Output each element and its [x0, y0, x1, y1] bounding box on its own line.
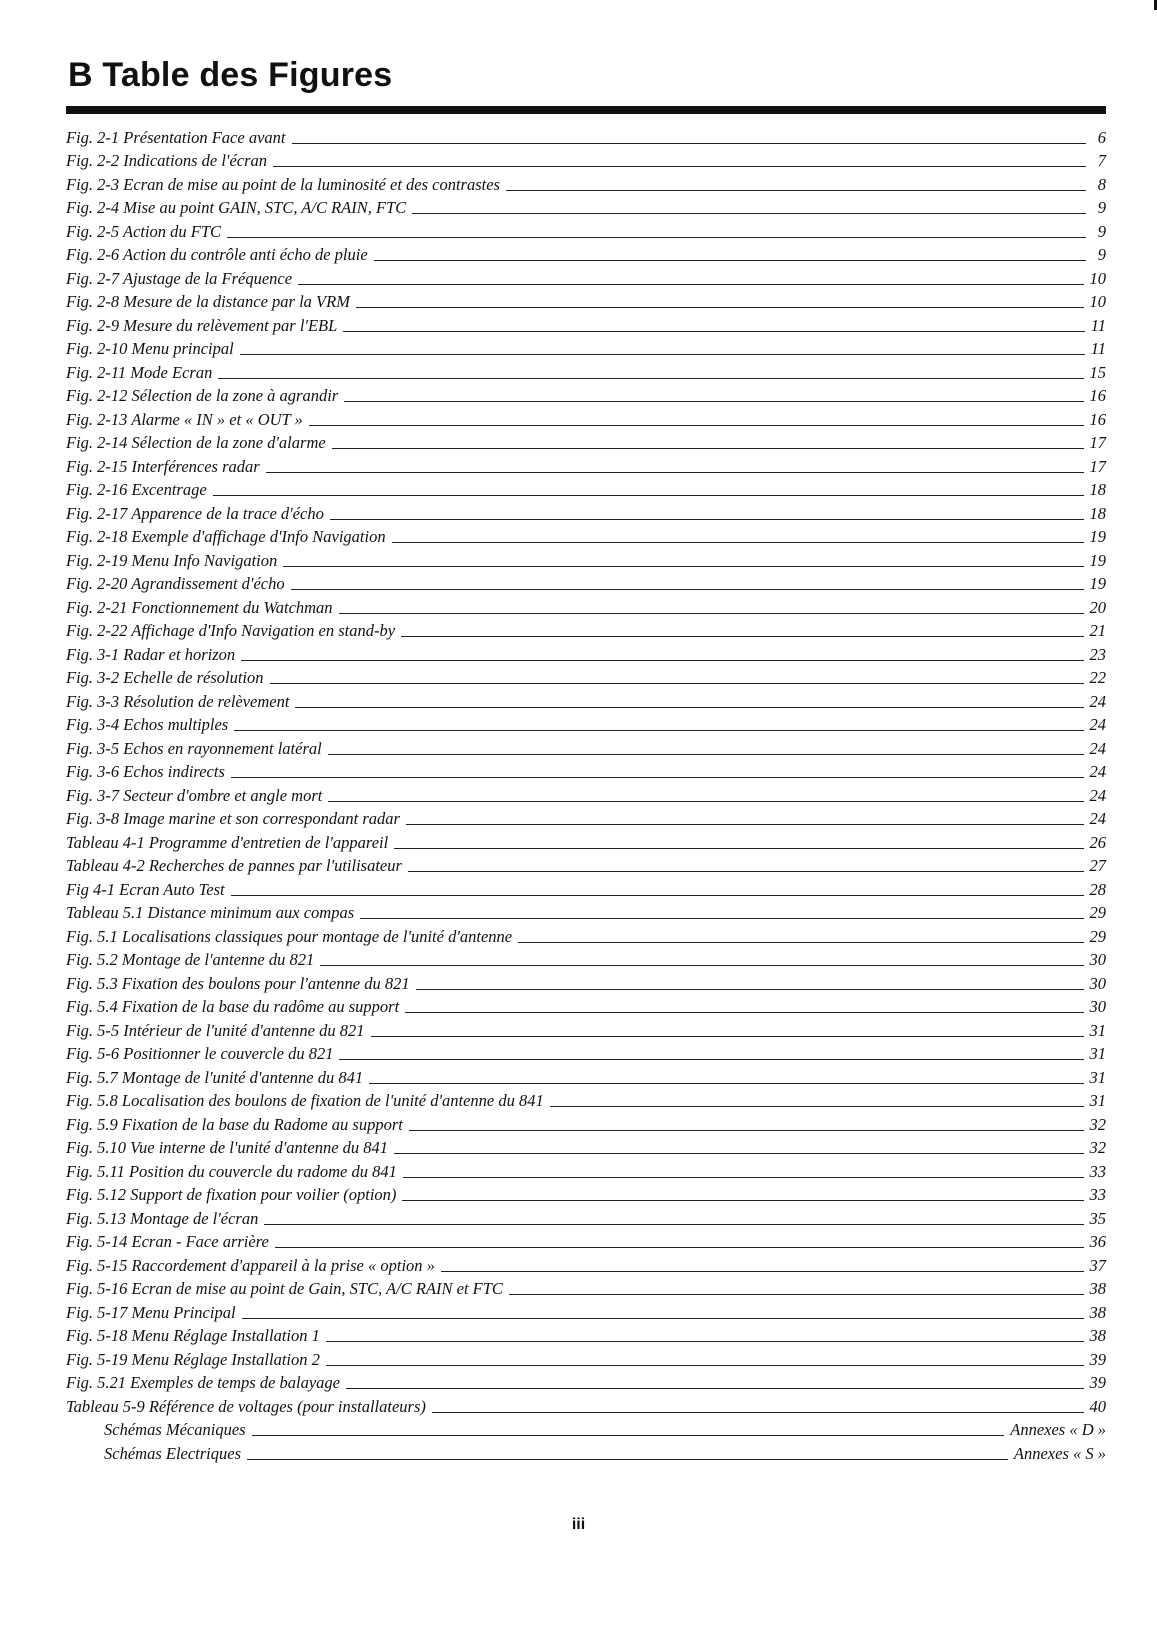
page-title: B Table des Figures — [68, 56, 393, 94]
figure-entry-page: 15 — [1089, 362, 1106, 382]
figure-entry — [66, 571, 1106, 595]
figure-entry — [66, 359, 1106, 383]
figure-entry — [66, 806, 1106, 830]
leader-line — [369, 1082, 1083, 1084]
leader-line — [231, 894, 1084, 896]
figure-entry — [66, 218, 1106, 242]
figure-entry-label: Tableau 4-2 Recherches de pannes par l'utilisateur — [66, 856, 402, 875]
figure-entry-label: Fig. 2-3 Ecran de mise au point de la luminosité et des contrastes — [66, 174, 500, 194]
leader-line — [371, 1035, 1084, 1037]
leader-line — [518, 941, 1083, 943]
leader-line — [270, 682, 1084, 684]
figure-entry — [66, 1299, 1106, 1323]
leader-line — [408, 870, 1084, 872]
figure-entry — [66, 1158, 1106, 1182]
figure-entry-label: Fig. 2-8 Mesure de la distance par la VRM — [66, 292, 350, 311]
figure-entry-page: 39 — [1089, 1349, 1106, 1369]
figure-entry-label: Fig. 3-4 Echos multiples — [66, 715, 229, 734]
figure-entry-page: 24 — [1089, 691, 1106, 711]
figure-entry — [66, 618, 1106, 642]
leader-line — [402, 1199, 1083, 1201]
figure-entry — [66, 853, 1106, 877]
figure-entry-page: 9 — [1097, 245, 1106, 264]
figure-entry-page: 38 — [1089, 1279, 1106, 1298]
leader-line — [392, 541, 1084, 543]
leader-line — [295, 706, 1083, 708]
leader-line — [332, 447, 1084, 449]
figure-entry-page: 31 — [1089, 1067, 1106, 1087]
figure-entry-page: 38 — [1089, 1302, 1106, 1322]
leader-line — [266, 471, 1084, 473]
leader-line — [506, 189, 1086, 191]
leader-line — [231, 776, 1084, 778]
figure-entry — [66, 759, 1106, 783]
leader-line — [374, 259, 1086, 261]
figure-entry-label: Fig. 2-7 Ajustage de la Fréquence — [66, 268, 293, 288]
leader-line — [356, 306, 1084, 308]
figure-entry-label: Fig. 2-22 Affichage d'Info Navigation en stand-by — [66, 621, 396, 640]
figure-entry — [66, 829, 1106, 853]
figure-entry — [66, 1088, 1106, 1112]
figure-entry — [66, 1205, 1106, 1229]
figure-entry — [66, 712, 1106, 736]
figure-entry-page: 17 — [1089, 433, 1106, 452]
leader-line — [291, 588, 1084, 590]
figure-entry — [66, 406, 1106, 430]
leader-line — [213, 494, 1084, 496]
figure-entry — [66, 195, 1106, 219]
figure-entry-label: Fig. 2-2 Indications de l'écran — [66, 151, 268, 170]
figure-entry — [66, 171, 1106, 195]
leader-line — [394, 847, 1083, 849]
leader-line — [242, 1317, 1084, 1319]
figure-entry — [66, 735, 1106, 759]
leader-line — [401, 635, 1083, 637]
figure-entry-page: 19 — [1089, 527, 1106, 546]
figure-entry — [66, 688, 1106, 712]
figure-entry-page: 16 — [1089, 409, 1106, 429]
leader-line — [346, 1387, 1083, 1389]
figure-entry-page: 31 — [1089, 1020, 1106, 1040]
figure-entry-label: Schémas Electriques — [104, 1443, 242, 1463]
figure-entry — [66, 1276, 1106, 1300]
leader-line — [309, 424, 1084, 426]
leader-line — [550, 1105, 1084, 1107]
figure-entry-label: Fig. 5.3 Fixation des boulons pour l'antenne du 821 — [66, 973, 410, 993]
leader-line — [339, 1058, 1083, 1060]
figure-entry-page: 26 — [1089, 832, 1106, 852]
figure-entry — [66, 1182, 1106, 1206]
figure-entry-label: Fig. 5.1 Localisations classiques pour montage de l'unité d'antenne — [66, 926, 513, 946]
figure-entry-label: Fig. 5.13 Montage de l'écran — [66, 1208, 259, 1228]
figure-entry-label: Fig. 5.12 Support de fixation pour voilier (option) — [66, 1185, 397, 1204]
leader-line — [432, 1411, 1084, 1413]
figure-entry-label: Tableau 4-1 Programme d'entretien de l'appareil — [66, 832, 389, 852]
figure-entry-label: Fig. 2-12 Sélection de la zone à agrandir — [66, 386, 339, 405]
figure-entry-label: Fig. 2-1 Présentation Face avant — [66, 127, 286, 147]
figure-entry — [66, 1440, 1106, 1464]
figure-entry-label: Schémas Mécaniques — [104, 1420, 246, 1439]
figure-entry-label: Tableau 5.1 Distance minimum aux compas — [66, 903, 355, 922]
figure-entry-label: Fig. 3-6 Echos indirects — [66, 762, 225, 781]
figure-entry-page: 19 — [1089, 574, 1106, 593]
figure-entry-label: Fig. 3-8 Image marine et son correspondant radar — [66, 809, 400, 828]
figure-entry-label: Fig. 5.8 Localisation des boulons de fixation de l'unité d'antenne du 841 — [66, 1091, 544, 1110]
figure-entry — [66, 477, 1106, 501]
figure-entry-page: 31 — [1089, 1044, 1106, 1063]
page-number: iii — [571, 1516, 586, 1533]
figure-entry-label: Fig. 5-16 Ecran de mise au point de Gain, STC, A/C RAIN et FTC — [66, 1279, 503, 1298]
leader-line — [240, 353, 1085, 355]
leader-line — [218, 377, 1083, 379]
figure-entry-label: Fig. 3-1 Radar et horizon — [66, 644, 236, 664]
figure-entry-label: Fig. 5.11 Position du couvercle du radome du 841 — [66, 1161, 397, 1181]
figure-entry-label: Fig. 5.21 Exemples de temps de balayage — [66, 1373, 341, 1392]
figure-entry — [66, 665, 1106, 689]
figure-entry-page: 8 — [1097, 174, 1106, 194]
figure-entry-page: 10 — [1089, 268, 1106, 288]
figure-entry-label: Fig. 3-5 Echos en rayonnement latéral — [66, 738, 322, 758]
leader-line — [328, 753, 1084, 755]
figure-entry-label: Fig. 5-18 Menu Réglage Installation 1 — [66, 1326, 320, 1345]
figure-entry — [66, 1064, 1106, 1088]
figure-entry-page: 24 — [1089, 738, 1106, 758]
figure-entry — [66, 289, 1106, 313]
figure-entry-label: Fig. 5-6 Positionner le couvercle du 821 — [66, 1044, 334, 1063]
leader-line — [326, 1340, 1084, 1342]
figure-entry-label: Fig. 2-11 Mode Ecran — [66, 362, 213, 382]
leader-line — [247, 1458, 1008, 1460]
figure-entry-label: Fig. 5.2 Montage de l'antenne du 821 — [66, 950, 315, 969]
figure-entry-page: 33 — [1089, 1161, 1106, 1181]
figure-entry-page: 18 — [1089, 503, 1106, 523]
figure-entry-page: 31 — [1089, 1091, 1106, 1110]
figure-entry — [66, 1229, 1106, 1253]
leader-line — [234, 729, 1083, 731]
figure-entry — [66, 524, 1106, 548]
figure-entry-page: 40 — [1089, 1396, 1106, 1416]
figure-entry-page: 39 — [1089, 1373, 1106, 1392]
figure-entry — [66, 1346, 1106, 1370]
figure-entry — [66, 923, 1106, 947]
figure-entry-label: Fig. 2-14 Sélection de la zone d'alarme — [66, 433, 326, 452]
leader-line — [405, 1011, 1083, 1013]
figure-entry — [66, 124, 1106, 148]
figure-entry-page: 24 — [1089, 715, 1106, 734]
leader-line — [264, 1223, 1083, 1225]
figure-entry-page: 32 — [1089, 1138, 1106, 1157]
leader-line — [320, 964, 1083, 966]
figure-entry-label: Fig. 5.4 Fixation de la base du radôme au support — [66, 997, 400, 1016]
figure-entry-label: Fig. 2-20 Agrandissement d'écho — [66, 574, 285, 593]
figure-entry-label: Fig. 2-10 Menu principal — [66, 339, 234, 358]
figure-entry-label: Fig. 5-19 Menu Réglage Installation 2 — [66, 1349, 320, 1369]
figure-entry-label: Fig. 5-15 Raccordement d'appareil à la prise « option » — [66, 1255, 435, 1275]
figure-entry-page: 30 — [1089, 997, 1106, 1016]
figure-entry-label: Fig. 2-16 Excentrage — [66, 480, 207, 499]
figure-entry-label: Tableau 5-9 Référence de voltages (pour installateurs) — [66, 1396, 426, 1416]
figure-entry-label: Fig 4-1 Ecran Auto Test — [66, 879, 225, 899]
figure-entry-page: 22 — [1089, 668, 1106, 687]
leader-line — [406, 823, 1084, 825]
figure-entry-label: Fig. 2-18 Exemple d'affichage d'Info Navigation — [66, 527, 386, 546]
title-rule — [66, 106, 1106, 114]
figure-entry-label: Fig. 3-2 Echelle de résolution — [66, 668, 264, 687]
figure-entry-label: Fig. 2-4 Mise au point GAIN, STC, A/C RAIN, FTC — [66, 198, 407, 217]
figure-entry-label: Fig. 5-17 Menu Principal — [66, 1302, 236, 1322]
leader-line — [403, 1176, 1084, 1178]
figure-entry-page: 29 — [1089, 926, 1106, 946]
leader-line — [227, 236, 1086, 238]
figure-entry-page: 38 — [1089, 1326, 1106, 1345]
figure-entry — [66, 453, 1106, 477]
figure-entry — [66, 312, 1106, 336]
figure-entry-label: Fig. 5.7 Montage de l'unité d'antenne du 841 — [66, 1067, 364, 1087]
figure-entry-page: 11 — [1090, 315, 1106, 335]
leader-line — [394, 1152, 1083, 1154]
figure-entry — [66, 1135, 1106, 1159]
leader-line — [416, 988, 1084, 990]
figure-entry — [66, 500, 1106, 524]
leader-line — [273, 165, 1086, 167]
figure-entry-page: Annexes « D » — [1010, 1420, 1106, 1439]
figure-entry — [66, 782, 1106, 806]
figure-entry-label: Fig. 2-6 Action du contrôle anti écho de pluie — [66, 245, 368, 264]
figure-entry — [66, 1393, 1106, 1417]
figure-entry — [66, 1252, 1106, 1276]
figure-entry — [66, 547, 1106, 571]
figure-entry-label: Fig. 5-5 Intérieur de l'unité d'antenne du 821 — [66, 1020, 365, 1040]
figure-entry-page: 16 — [1089, 386, 1106, 405]
figure-entry-label: Fig. 2-19 Menu Info Navigation — [66, 550, 278, 570]
figure-entry-label: Fig. 2-15 Interférences radar — [66, 456, 260, 476]
figure-entry — [66, 900, 1106, 924]
leader-line — [328, 800, 1083, 802]
leader-line — [330, 518, 1084, 520]
figure-entry-label: Fig. 5.10 Vue interne de l'unité d'antenne du 841 — [66, 1138, 389, 1157]
figure-entry-page: 33 — [1089, 1185, 1106, 1204]
figure-entry-page: 30 — [1089, 973, 1106, 993]
leader-line — [252, 1434, 1005, 1436]
leader-line — [339, 612, 1084, 614]
figure-entry-page: 37 — [1089, 1255, 1106, 1275]
leader-line — [298, 283, 1083, 285]
figure-entry — [66, 383, 1106, 407]
figures-list — [66, 124, 1106, 1464]
figure-entry — [66, 1111, 1106, 1135]
figure-entry-page: 27 — [1089, 856, 1106, 875]
figure-entry-page: 20 — [1089, 597, 1106, 617]
leader-line — [360, 917, 1083, 919]
leader-line — [275, 1246, 1084, 1248]
figure-entry — [66, 336, 1106, 360]
figure-entry — [66, 265, 1106, 289]
figure-entry-page: 17 — [1089, 456, 1106, 476]
leader-line — [241, 659, 1083, 661]
figure-entry — [66, 1041, 1106, 1065]
figure-entry — [66, 641, 1106, 665]
figure-entry — [66, 947, 1106, 971]
figure-entry-page: 18 — [1089, 480, 1106, 499]
leader-line — [343, 330, 1084, 332]
leader-line — [292, 142, 1087, 144]
figure-entry — [66, 594, 1106, 618]
figure-entry-page: 24 — [1089, 809, 1106, 828]
figure-entry-page: 11 — [1090, 339, 1106, 358]
figure-entry-page: 10 — [1089, 292, 1106, 311]
figure-entry-page: 7 — [1097, 151, 1106, 170]
figure-entry-label: Fig. 3-3 Résolution de relèvement — [66, 691, 290, 711]
figure-entry-label: Fig. 5.9 Fixation de la base du Radome au support — [66, 1114, 403, 1134]
figure-entry-page: 21 — [1089, 621, 1106, 640]
figure-entry — [66, 1017, 1106, 1041]
figure-entry — [66, 430, 1106, 454]
figure-entry — [66, 1323, 1106, 1347]
figure-entry — [66, 994, 1106, 1018]
leader-line — [344, 400, 1083, 402]
figure-entry-label: Fig. 5-14 Ecran - Face arrière — [66, 1232, 269, 1251]
figure-entry-page: 30 — [1089, 950, 1106, 969]
figure-entry-label: Fig. 2-5 Action du FTC — [66, 221, 222, 241]
figure-entry-label: Fig. 2-13 Alarme « IN » et « OUT » — [66, 409, 303, 429]
figure-entry-page: 32 — [1089, 1114, 1106, 1134]
figure-entry-page: 6 — [1097, 127, 1106, 147]
figure-entry — [66, 1417, 1106, 1441]
figure-entry-page: 24 — [1089, 785, 1106, 805]
figure-entry-label: Fig. 2-17 Apparence de la trace d'écho — [66, 503, 324, 523]
figure-entry-page: 9 — [1097, 221, 1106, 241]
figure-entry-page: 29 — [1089, 903, 1106, 922]
figure-entry-page: 19 — [1089, 550, 1106, 570]
leader-line — [412, 212, 1086, 214]
figure-entry — [66, 242, 1106, 266]
figure-entry-page: 36 — [1089, 1232, 1106, 1251]
figure-entry-label: Fig. 3-7 Secteur d'ombre et angle mort — [66, 785, 323, 805]
figure-entry-label: Fig. 2-9 Mesure du relèvement par l'EBL — [66, 315, 338, 335]
figure-entry-label: Fig. 2-21 Fonctionnement du Watchman — [66, 597, 333, 617]
figure-entry-page: Annexes « S » — [1013, 1443, 1106, 1463]
figure-entry — [66, 876, 1106, 900]
figure-entry — [66, 1370, 1106, 1394]
leader-line — [326, 1364, 1084, 1366]
figure-entry-page: 9 — [1097, 198, 1106, 217]
figure-entry — [66, 970, 1106, 994]
figure-entry — [66, 148, 1106, 172]
leader-line — [441, 1270, 1084, 1272]
figure-entry-page: 28 — [1089, 879, 1106, 899]
figure-entry-page: 35 — [1089, 1208, 1106, 1228]
figure-entry-page: 24 — [1089, 762, 1106, 781]
leader-line — [283, 565, 1083, 567]
leader-line — [409, 1129, 1084, 1131]
figure-entry-page: 23 — [1089, 644, 1106, 664]
leader-line — [509, 1293, 1084, 1295]
